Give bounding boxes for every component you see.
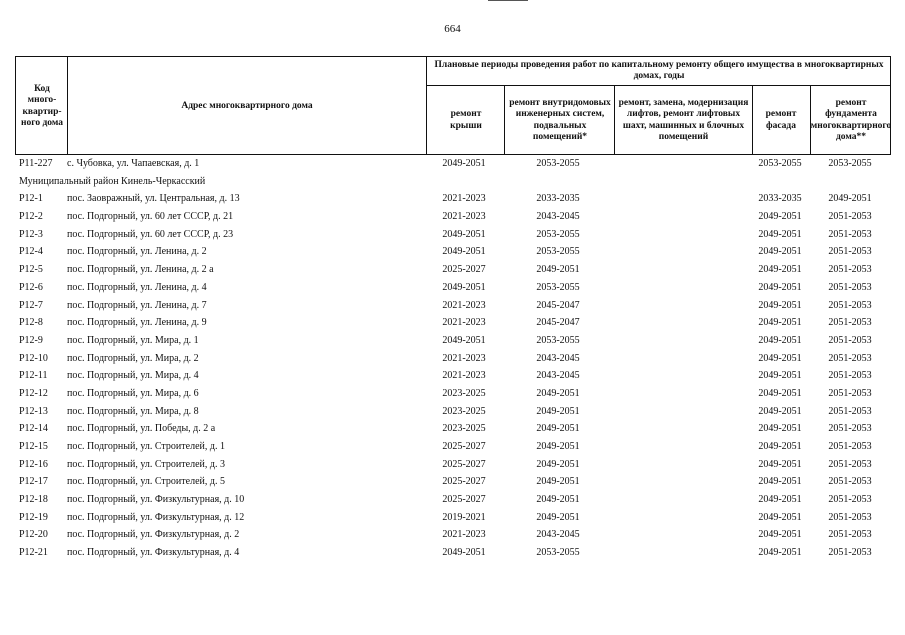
row-roof: 2021-2023 [442,317,486,329]
table-row [15,367,891,385]
row-systems: 2053-2055 [536,281,580,293]
row-code: Р12-4 [19,246,43,258]
row-code: Р12-1 [19,193,43,205]
row-foundation: 2051-2053 [828,476,872,488]
section-title: Муниципальный район Кинель-Черкасский [19,175,206,187]
row-facade: 2049-2051 [758,423,802,435]
row-foundation: 2051-2053 [828,494,872,506]
row-roof: 2025-2027 [442,476,486,488]
row-facade: 2049-2051 [758,211,802,223]
row-systems: 2033-2035 [536,193,580,205]
row-roof: 2049-2051 [442,281,486,293]
row-code: Р12-6 [19,281,43,293]
row-roof: 2023-2025 [442,423,486,435]
row-systems: 2053-2055 [536,547,580,559]
row-facade: 2049-2051 [758,334,802,346]
row-address: пос. Подгорный, ул. Строителей, д. 3 [67,458,225,470]
row-facade: 2049-2051 [758,476,802,488]
header-foundation: ремонт фундамента многоквартирного дома** [810,97,892,142]
table-row [15,438,891,456]
row-systems: 2049-2051 [536,511,580,523]
row-facade: 2049-2051 [758,494,802,506]
row-address: с. Чубовка, ул. Чапаевская, д. 1 [67,158,200,169]
scan-artifact [488,0,528,1]
row-foundation: 2049-2051 [828,193,872,205]
row-systems: 2049-2051 [536,476,580,488]
table-row [15,473,891,491]
row-code: Р12-13 [19,405,48,417]
row-roof: 2021-2023 [442,352,486,364]
row-code: Р12-2 [19,211,43,223]
section-row [15,173,891,191]
row-address: пос. Подгорный, ул. Ленина, д. 9 [67,317,207,329]
row-roof: 2021-2023 [442,529,486,541]
row-facade: 2049-2051 [758,370,802,382]
row-facade: 2049-2051 [758,405,802,417]
row-code: Р12-18 [19,494,48,506]
row-address: пос. Подгорный, ул. Строителей, д. 5 [67,476,225,488]
table-row [15,332,891,350]
row-facade: 2033-2035 [758,193,802,205]
table-row [15,420,891,438]
row-address: пос. Подгорный, ул. Победы, д. 2 а [67,423,216,435]
table-row [15,544,891,562]
table-row [15,279,891,297]
row-address: пос. Подгорный, ул. 60 лет СССР, д. 21 [67,211,234,223]
row-foundation: 2051-2053 [828,370,872,382]
row-systems: 2053-2055 [536,228,580,240]
table-row [15,208,891,226]
row-roof: 2025-2027 [442,264,486,276]
table-row [15,350,891,368]
row-systems: 2049-2051 [536,494,580,506]
row-foundation: 2051-2053 [828,246,872,258]
row-foundation: 2051-2053 [828,529,872,541]
row-roof: 2049-2051 [442,547,486,559]
row-roof: 2021-2023 [442,211,486,223]
row-facade: 2049-2051 [758,317,802,329]
row-code: Р12-8 [19,317,43,329]
row-roof: 2023-2025 [442,405,486,417]
row-code: Р12-15 [19,441,48,452]
row-foundation: 2051-2053 [828,317,872,329]
table-row [15,385,891,403]
row-address: пос. Подгорный, ул. Мира, д. 4 [67,370,199,382]
table-row [15,243,891,261]
row-roof: 2019-2021 [442,511,486,523]
row-facade: 2049-2051 [758,529,802,541]
row-systems: 2053-2055 [536,246,580,258]
row-code: Р12-9 [19,334,43,346]
row-address: пос. Подгорный, ул. Ленина, д. 2 [67,246,207,258]
row-address: пос. Подгорный, ул. Физкультурная, д. 10 [67,494,245,506]
row-code: Р12-5 [19,264,43,276]
row-address: пос. Подгорный, ул. Строителей, д. 1 [67,441,225,452]
row-address: пос. Подгорный, ул. Физкультурная, д. 12 [67,511,245,523]
row-address: пос. Подгорный, ул. Ленина, д. 7 [67,299,207,311]
row-facade: 2053-2055 [758,158,802,169]
row-address: пос. Подгорный, ул. Мира, д. 6 [67,387,199,399]
header-lifts: ремонт, замена, модернизация лифтов, ремонт лифтовых шахт, машинных и блочных помещений [618,97,749,142]
row-address: пос. Подгорный, ул. Мира, д. 8 [67,405,199,417]
row-facade: 2049-2051 [758,441,802,452]
row-roof: 2023-2025 [442,387,486,399]
table-header [15,56,891,155]
row-roof: 2049-2051 [442,158,486,169]
row-roof: 2025-2027 [442,441,486,452]
row-code: Р12-20 [19,529,48,541]
row-code: Р12-19 [19,511,48,523]
row-facade: 2049-2051 [758,387,802,399]
row-roof: 2021-2023 [442,193,486,205]
table-row [15,509,891,527]
row-roof: 2049-2051 [442,228,486,240]
header-code: Код много-квартир-ного дома [21,83,63,128]
row-systems: 2049-2051 [536,264,580,276]
row-roof: 2025-2027 [442,458,486,470]
header-systems: ремонт внутридомовых инженерных систем, подвальных помещений* [509,97,611,142]
row-systems: 2049-2051 [536,441,580,452]
row-facade: 2049-2051 [758,264,802,276]
header-periods-group: Плановые периоды проведения работ по капитальному ремонту общего имущества в многоквартирных домах, годы [434,59,884,81]
row-systems: 2045-2047 [536,317,580,329]
row-facade: 2049-2051 [758,511,802,523]
header-roof: ремонт крыши [450,109,482,131]
row-code: Р12-17 [19,476,48,488]
row-code: Р12-21 [19,547,48,559]
row-systems: 2043-2045 [536,529,580,541]
row-foundation: 2051-2053 [828,352,872,364]
table-body [15,155,891,562]
table-row [15,456,891,474]
row-foundation: 2051-2053 [828,405,872,417]
row-roof: 2025-2027 [442,494,486,506]
row-code: Р12-3 [19,228,43,240]
row-code: Р12-16 [19,458,48,470]
row-code: Р12-12 [19,387,48,399]
table-row [15,155,891,173]
page-number: 664 [444,23,461,35]
table-row [15,491,891,509]
row-facade: 2049-2051 [758,458,802,470]
row-roof: 2049-2051 [442,334,486,346]
row-facade: 2049-2051 [758,246,802,258]
row-roof: 2049-2051 [442,246,486,258]
row-foundation: 2051-2053 [828,441,872,452]
row-address: пос. Подгорный, ул. Ленина, д. 2 а [67,264,214,276]
row-systems: 2049-2051 [536,458,580,470]
table-row [15,526,891,544]
row-address: пос. Подгорный, ул. Физкультурная, д. 2 [67,529,240,541]
row-code: Р12-11 [19,370,48,382]
row-foundation: 2053-2055 [828,158,872,169]
row-foundation: 2051-2053 [828,511,872,523]
row-address: пос. Подгорный, ул. Мира, д. 2 [67,352,199,364]
row-systems: 2049-2051 [536,405,580,417]
row-systems: 2043-2045 [536,352,580,364]
row-code: Р11-227 [19,158,53,169]
row-code: Р12-14 [19,423,48,435]
row-systems: 2053-2055 [536,158,580,169]
header-facade: ремонт фасада [765,109,797,131]
header-address: Адрес многоквартирного дома [181,100,313,111]
row-foundation: 2051-2053 [828,334,872,346]
row-foundation: 2051-2053 [828,299,872,311]
table-row [15,297,891,315]
row-address: пос. Подгорный, ул. Ленина, д. 4 [67,281,207,293]
row-foundation: 2051-2053 [828,281,872,293]
row-foundation: 2051-2053 [828,423,872,435]
table-row [15,314,891,332]
row-foundation: 2051-2053 [828,228,872,240]
table-row [15,190,891,208]
row-systems: 2053-2055 [536,334,580,346]
row-facade: 2049-2051 [758,547,802,559]
row-facade: 2049-2051 [758,299,802,311]
row-roof: 2021-2023 [442,370,486,382]
row-facade: 2049-2051 [758,281,802,293]
row-foundation: 2051-2053 [828,547,872,559]
row-systems: 2049-2051 [536,423,580,435]
row-foundation: 2051-2053 [828,458,872,470]
row-facade: 2049-2051 [758,228,802,240]
row-address: пос. Заовражный, ул. Центральная, д. 13 [67,193,240,205]
row-address: пос. Подгорный, ул. Физкультурная, д. 4 [67,547,240,559]
row-systems: 2043-2045 [536,370,580,382]
row-roof: 2021-2023 [442,299,486,311]
row-code: Р12-7 [19,299,43,311]
row-code: Р12-10 [19,352,48,364]
table-row [15,403,891,421]
row-foundation: 2051-2053 [828,211,872,223]
row-systems: 2043-2045 [536,211,580,223]
data-rows [15,190,891,561]
row-address: пос. Подгорный, ул. 60 лет СССР, д. 23 [67,228,234,240]
row-foundation: 2051-2053 [828,264,872,276]
row-facade: 2049-2051 [758,352,802,364]
table-row [15,261,891,279]
row-systems: 2045-2047 [536,299,580,311]
row-foundation: 2051-2053 [828,387,872,399]
table-row [15,226,891,244]
row-systems: 2049-2051 [536,387,580,399]
row-address: пос. Подгорный, ул. Мира, д. 1 [67,334,199,346]
